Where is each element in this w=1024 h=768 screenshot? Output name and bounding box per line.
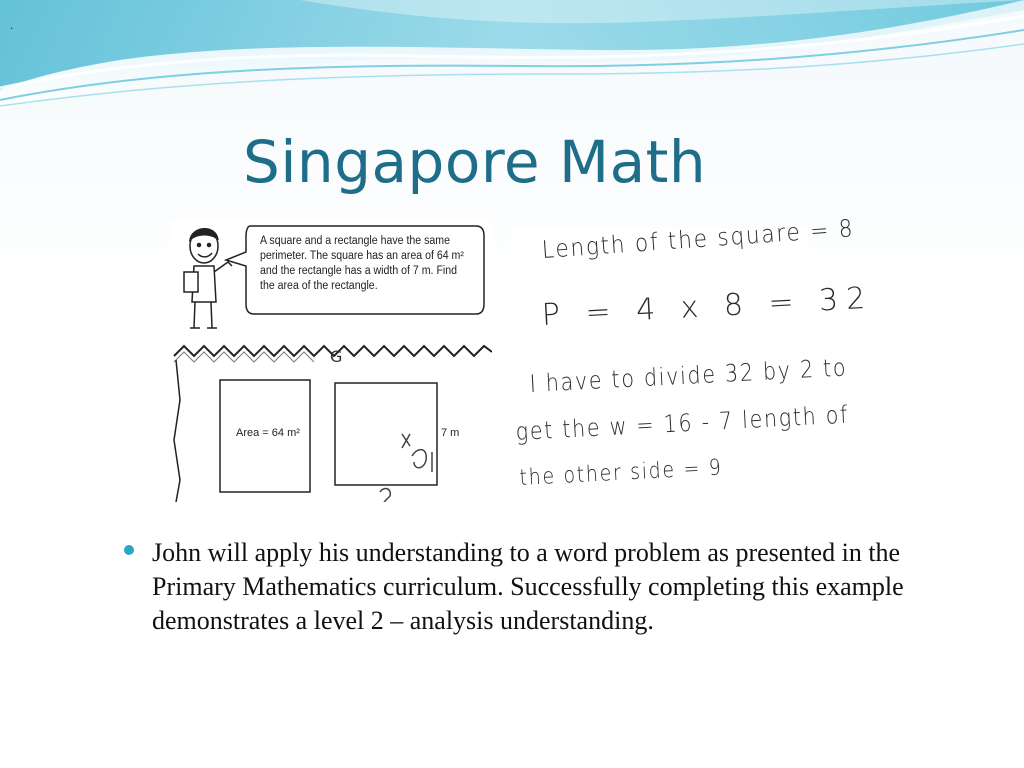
square-area-label: Area = 64 m² [236, 427, 300, 439]
rectangle-diagram [335, 383, 437, 485]
student-work-line: I have to divide 32 by 2 to [529, 353, 848, 398]
student-work-line: P = 4 x 8 = 32 [541, 280, 875, 333]
svg-text:G: G [330, 347, 343, 366]
student-work-line: get the w = 16 - 7 length of [515, 400, 850, 446]
word-problem-figure [170, 220, 492, 502]
corner-mark: . [10, 18, 14, 32]
word-problem-line: perimeter. The square has an area of 64 m² [260, 250, 464, 262]
cartoon-boy-icon [184, 229, 232, 328]
rectangle-width-label: 7 m [441, 427, 460, 439]
header-wave-decoration [0, 0, 1024, 120]
word-problem-line: A square and a rectangle have the same [260, 235, 450, 247]
student-work-line: the other side = 9 [519, 455, 724, 491]
slide-title: Singapore Math [243, 128, 707, 196]
word-problem-line: and the rectangle has a width of 7 m. Find [260, 265, 458, 277]
bullet-icon [124, 545, 134, 555]
student-work-figure [511, 214, 875, 511]
word-problem-text [260, 234, 464, 294]
student-work-line: Length of the square = 8 [541, 214, 856, 264]
bullet-text: John will apply his understanding to a word problem as presented in the Primary Mathematics curriculum. Successfully completing this example demonstrates a level 2 – analysis understanding. [152, 538, 904, 635]
word-problem-line: the area of the rectangle. [260, 280, 378, 292]
